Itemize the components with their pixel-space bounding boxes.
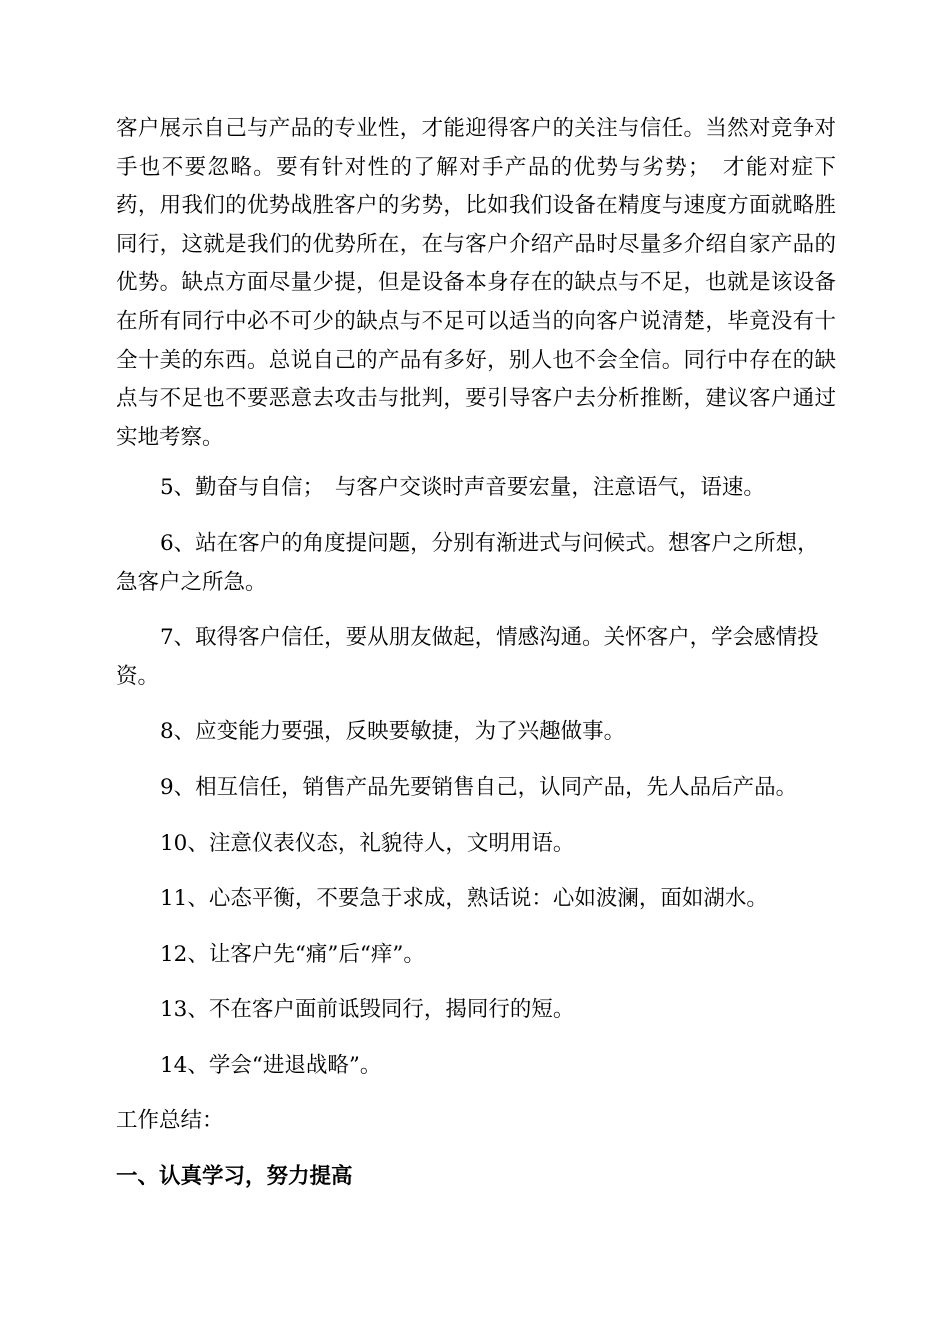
list-item: 10、注意仪表仪态，礼貌待人，文明用语。 <box>160 830 575 856</box>
list-item: 13、不在客户面前诋毁同行，揭同行的短。 <box>160 997 575 1023</box>
list-item: 9、相互信任，销售产品先要销售自己，认同产品，先人品后产品。 <box>160 774 798 800</box>
list-item: 11、心态平衡，不要急于求成，熟话说：心如波澜，面如湖水。 <box>160 886 768 912</box>
document-body <box>116 110 836 1197</box>
list-item: 12、让客户先“痛”后“痒”。 <box>160 941 425 967</box>
list-item: 8、应变能力要强，反映要敏捷，为了兴趣做事。 <box>160 719 626 745</box>
list-item: 14、学会“进退战略”。 <box>160 1052 382 1078</box>
intro-paragraph: 客户展示自己与产品的专业性，才能迎得客户的关注与信任。当然对竞争对手也不要忽略。要有针对性的了解对手产品的优势与劣势； 才能对症下药，用我们的优势战胜客户的劣势，比如我们设备在精度与速度方面就略胜同行，这就是我们的优势所在，在与客户介绍产品时尽量多介绍自家产品的优势。缺点方面尽量少提，但是设备本身存在的缺点与不足，也就是该设备在所有同行中必不可少的缺点与不足可以适当的向客户说清楚，毕竟没有十全十美的东西。总说自己的产品有多好，别人也不会全信。同行中存在的缺点与不足也不要恶意去攻击与批判，要引导客户去分析推断，建议客户通过实地考察。 <box>116 116 836 450</box>
list-item: 6、站在客户的角度提问题，分别有渐进式与问候式。想客户之所想，急客户之所急。 <box>116 530 819 595</box>
list-item: 5、勤奋与自信； 与客户交谈时声音要宏量，注意语气，语速。 <box>160 475 765 501</box>
summary-label: 工作总结： <box>116 1108 224 1134</box>
list-item: 7、取得客户信任，要从朋友做起，情感沟通。关怀客户，学会感情投资。 <box>116 625 819 689</box>
section-heading: 一、认真学习，努力提高 <box>116 1164 353 1190</box>
